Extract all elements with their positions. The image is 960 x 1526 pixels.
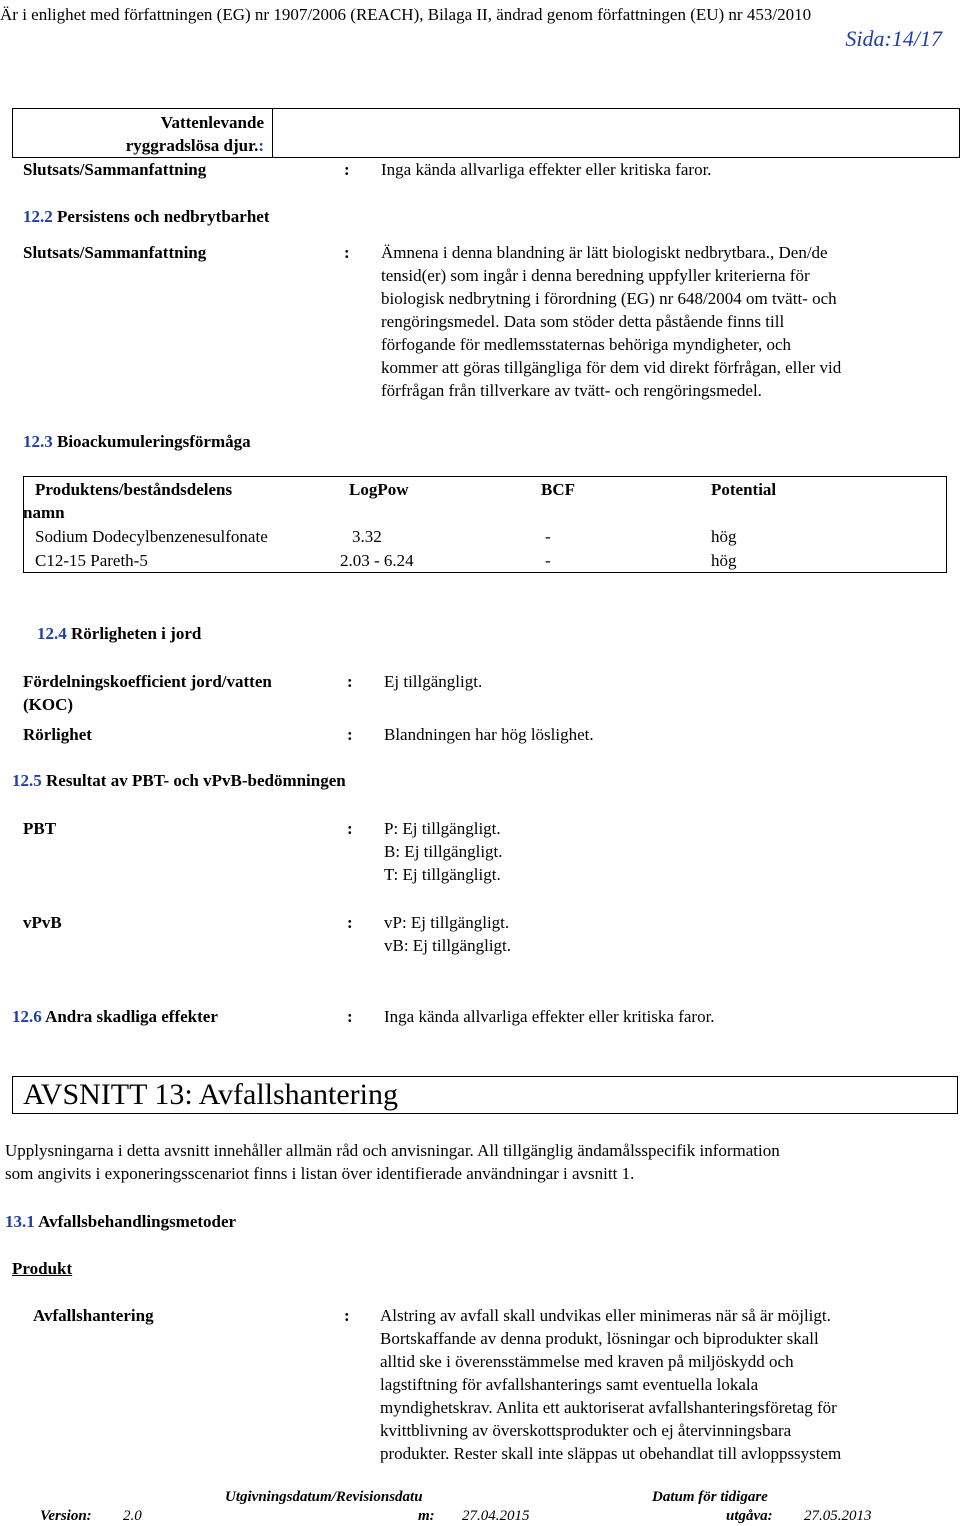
mobility-value: Blandningen har hög löslighet. (384, 725, 594, 744)
aquatic-colon: : (258, 136, 264, 155)
waste-line: produkter. Rester skall inte släppas ut obehandlat till avloppssystem (380, 1444, 842, 1463)
table-row-1-potential: hög (711, 527, 737, 546)
pbt-p-value: P: Ej tillgängligt. (384, 819, 501, 838)
section-12-4-title (37, 622, 201, 645)
section-12-3-num2: 3 (44, 432, 53, 451)
s12-2-label: Slutsats/Sammanfattning (23, 243, 207, 262)
waste-line: lagstiftning för avfallshanterings samt eventuella lokala (380, 1375, 759, 1394)
pbt-label: PBT (23, 819, 57, 838)
footer-version-label: Version: (40, 1508, 92, 1524)
section-12-5-title (12, 769, 346, 792)
waste-colon: : (344, 1306, 350, 1325)
s12-2-line: förfogande för medlemsstaternas behöriga myndigheter, och (381, 335, 792, 354)
section-12-4-num2: 4 (58, 624, 67, 643)
aquatic-label (14, 111, 264, 157)
table-header-logpow: LogPow (349, 480, 409, 499)
s12-2-line: förfrågan från tillverkare av tvätt- och rengöringsmedel. (381, 381, 762, 400)
koc-label-line2: (KOC) (23, 695, 74, 714)
section-12-2-text: Persistens och nedbrytbarhet (57, 207, 270, 226)
section-12-2-num2: 2 (44, 207, 53, 226)
section-13-heading: AVSNITT 13: Avfallshantering (12, 1076, 958, 1114)
footer-version-value (123, 1507, 142, 1525)
waste-line: Bortskaffande av denna produkt, lösningar och biprodukter skall (380, 1329, 819, 1348)
table-header-name-line1: Produktens/beståndsdelens (35, 480, 233, 499)
footer-prev-label-line1: Datum för tidigare (652, 1489, 768, 1505)
aquatic-label-line2: ryggradslösa djur. (125, 136, 259, 155)
section-12-6-num: 12. (12, 1007, 34, 1026)
waste-line: alltid ske i överensstämmelse med kraven på miljöskydd och (380, 1352, 794, 1371)
section-12-5-text: Resultat av PBT- och vPvB-bedömningen (46, 771, 346, 790)
table-row-2-potential: hög (711, 551, 737, 570)
s12-2-line: biologisk nedbrytning i förordning (EG) nr 648/2004 om tvätt- och (381, 289, 837, 308)
pbt-b-value: B: Ej tillgängligt. (384, 842, 503, 861)
waste-line: Alstring av avfall skall undvikas eller minimeras när så är möjligt. (380, 1306, 831, 1325)
table-row-2-logpow: 2.03 - 6.24 (340, 551, 414, 570)
table-header-name (23, 478, 233, 524)
aquatic-box-divider (272, 108, 273, 157)
koc-colon: : (347, 672, 353, 691)
vpvb-vp-value: vP: Ej tillgängligt. (384, 913, 510, 932)
waste-text (380, 1304, 955, 1465)
summary-top-label: Slutsats/Sammanfattning (23, 160, 207, 179)
section-13-intro-line1: Upplysningarna i detta avsnitt innehåller allmän råd och anvisningar. All tillgänglig ändamålsspecifik information (5, 1141, 780, 1160)
issue-value: 27.04.2015 (462, 1508, 530, 1524)
page-current: 14 (891, 26, 914, 51)
summary-top-colon: : (344, 160, 350, 179)
s12-2-text (381, 241, 951, 402)
section-12-2-title (23, 205, 269, 228)
page-separator: / (913, 26, 920, 51)
koc-label (23, 670, 272, 716)
regulation-header: Är i enlighet med författningen (EG) nr 1907/2006 (REACH), Bilaga II, ändrad genom författningen (EU) nr 453/2010 (0, 5, 812, 24)
section-13-1-num2: 1 (26, 1212, 35, 1231)
vpvb-label: vPvB (23, 913, 62, 932)
s12-2-line: rengöringsmedel. Data som stöder detta påstående finns till (381, 312, 785, 331)
s12-2-colon: : (344, 243, 350, 262)
section-12-2-num: 12. (23, 207, 45, 226)
pbt-values (384, 817, 503, 886)
section-12-4-text: Rörligheten i jord (71, 624, 202, 643)
section-13-1-text: Avfallsbehandlingsmetoder (38, 1212, 237, 1231)
section-12-5-num2: 5 (33, 771, 42, 790)
vpvb-colon: : (347, 913, 353, 932)
s12-2-line: kommer att göras tillgängliga för dem vid direkt förfrågan, eller vid (381, 358, 842, 377)
section-12-3-text: Bioackumuleringsförmåga (57, 432, 251, 451)
page-total: 17 (920, 26, 942, 51)
mobility-label: Rörlighet (23, 725, 92, 744)
table-row-1-name: Sodium Dodecylbenzenesulfonate (35, 527, 268, 546)
section-12-6-num2: 6 (33, 1007, 42, 1026)
section-12-3-title (23, 430, 251, 453)
s12-6-colon: : (347, 1007, 353, 1026)
table-row-2-bcf: - (545, 551, 551, 570)
section-12-3-num: 12. (23, 432, 45, 451)
koc-value: Ej tillgängligt. (384, 672, 483, 691)
footer-prev-value (804, 1507, 872, 1525)
vpvb-values (384, 911, 511, 957)
aquatic-label-line1: Vattenlevande (160, 113, 264, 132)
section-13-1-title (5, 1210, 236, 1233)
table-row-1-logpow: 3.32 (352, 527, 382, 546)
pbt-t-value: T: Ej tillgängligt. (384, 865, 501, 884)
product-label: Produkt (12, 1259, 73, 1278)
footer-issue-value (462, 1507, 530, 1525)
waste-line: kvittblivning av överskottsprodukter och ej återvinningsbara (380, 1421, 792, 1440)
table-header-bcf: BCF (541, 480, 575, 499)
mobility-colon: : (347, 725, 353, 744)
summary-top-value: Inga kända allvarliga effekter eller kritiska faror. (381, 160, 712, 179)
waste-line: myndighetskrav. Anlita ett auktoriserat avfallshanteringsföretag för (380, 1398, 837, 1417)
section-13-1-num: 13. (5, 1212, 27, 1231)
prev-value: 27.05.2013 (804, 1508, 872, 1524)
footer-issue-label-line1: Utgivningsdatum/Revisionsdatu (225, 1489, 423, 1505)
footer-issue-label-line2: m: (418, 1508, 435, 1524)
section-13-intro-line2: som angivits i exponeringsscenariot finns i listan över identifierade användningar i avsnitt 1. (5, 1164, 635, 1183)
s12-2-line: Ämnena i denna blandning är lätt biologiskt nedbrytbara., Den/de (381, 243, 828, 262)
footer-prev-label-line2: utgåva: (726, 1508, 773, 1524)
version-value: 2.0 (123, 1508, 142, 1524)
table-header-potential: Potential (711, 480, 777, 499)
section-13-intro (5, 1139, 780, 1185)
vpvb-vb-value: vB: Ej tillgängligt. (384, 936, 512, 955)
s12-2-line: tensid(er) som ingår i denna beredning uppfyller kriterierna för (381, 266, 810, 285)
table-row-2-name: C12-15 Pareth-5 (35, 551, 148, 570)
pbt-colon: : (347, 819, 353, 838)
page-label: Sida: (845, 26, 892, 51)
section-12-6-text: Andra skadliga effekter (45, 1007, 218, 1026)
section-12-5-num: 12. (12, 771, 34, 790)
waste-label: Avfallshantering (33, 1306, 154, 1325)
section-12-6-title (12, 1005, 218, 1028)
s12-6-value: Inga kända allvarliga effekter eller kritiska faror. (384, 1007, 715, 1026)
koc-label-line1: Fördelningskoefficient jord/vatten (23, 672, 272, 691)
table-header-name-line2: namn (23, 503, 65, 522)
table-row-1-bcf: - (545, 527, 551, 546)
page-number (845, 26, 942, 52)
section-12-4-num: 12. (37, 624, 59, 643)
